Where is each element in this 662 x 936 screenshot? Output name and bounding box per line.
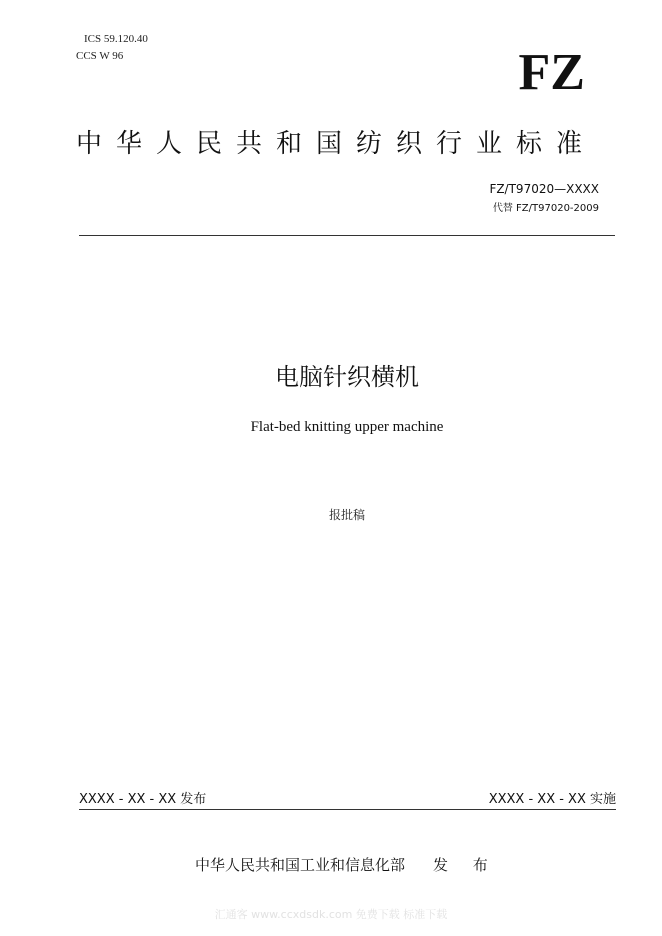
issue-date: XXXX - XX - XX 发布 [79,792,207,807]
ccs-code: CCS W 96 [76,50,124,62]
document-title: 电脑针织横机 [275,363,419,391]
replaces-standard: 代替 FZ/T97020-2009 [492,203,599,214]
document-title-english: Flat-bed knitting upper machine [250,419,444,435]
watermark: 汇通客 www.ccxdsdk.com 免费下载 标准下载 [214,908,448,921]
standard-number: FZ/T97020—XXXX [489,182,599,196]
publisher-action: 发 布 [433,856,498,874]
publisher-name: 中华人民共和国工业和信息化部 [195,856,406,874]
classification-codes [76,31,148,65]
draft-status: 报批稿 [328,508,365,522]
implementation-date: XXXX - XX - XX 实施 [488,792,616,807]
bottom-divider [79,809,616,810]
top-divider [79,235,615,236]
fz-logo: FZ [518,44,585,101]
ics-code: ICS 59.120.40 [84,33,148,45]
standard-title: 中华人民共和国纺织行业标准 [76,129,597,159]
publisher-line [195,855,498,875]
